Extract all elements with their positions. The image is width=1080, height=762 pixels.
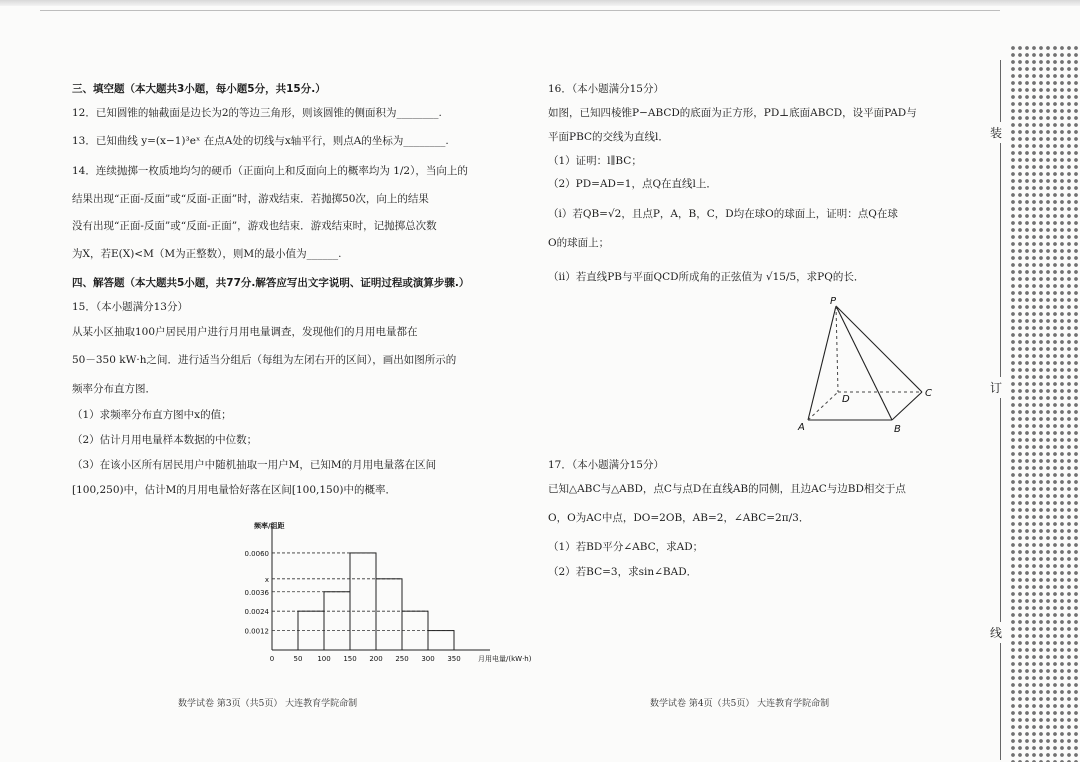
y-tick-label: x xyxy=(264,575,269,584)
binding-char-ding: 订 xyxy=(990,377,1002,398)
question-12: 12．已知圆锥的轴截面是边长为2的等边三角形，则该圆锥的侧面积为________. xyxy=(72,107,442,119)
question-17-part2: （2）若BC=3，求sin∠BAD． xyxy=(548,566,698,578)
question-14-line4: 为X，若E(X)<M（M为正整数），则M的最小值为______. xyxy=(72,248,342,260)
question-16-part-ii: （ii）若直线PB与平面QCD所成角的正弦值为 √15/5，求PQ的长． xyxy=(548,271,865,283)
edge-AD xyxy=(808,392,838,420)
question-15-part3-line2: [100,250)中，估计M的月用电量恰好落在区间[100,150)中的概率． xyxy=(72,484,396,496)
question-16-part-i-line1: （i）若QB=√2，且点P，A，B，C，D均在球O的球面上，证明：点Q在球 xyxy=(548,208,898,220)
scan-top-edge xyxy=(0,0,1080,6)
x-tick-label: 150 xyxy=(343,655,357,663)
question-16-part1: （1）证明：l∥BC； xyxy=(548,155,642,167)
x-tick-label: 200 xyxy=(369,655,383,663)
question-16-part2: （2）PD=AD=1，点Q在直线l上． xyxy=(548,178,717,190)
histogram-bar xyxy=(324,592,350,650)
histogram-bar xyxy=(350,553,376,650)
pyramid-diagram xyxy=(790,292,950,442)
y-axis-label: 频率/组距 xyxy=(254,522,285,530)
binding-pattern xyxy=(1010,45,1080,762)
vertex-D: D xyxy=(842,394,850,405)
histogram-bar xyxy=(298,611,324,650)
vertex-B: B xyxy=(894,424,901,435)
section3-title: 三、填空题（本大题共3小题，每小题5分，共15分.） xyxy=(72,83,326,95)
edge-BC xyxy=(892,392,922,420)
histogram-bar xyxy=(428,631,454,650)
edge-PC xyxy=(836,306,922,392)
vertex-C: C xyxy=(925,388,932,399)
question-17-score: 17．（本小题满分15分） xyxy=(548,459,664,471)
x-tick-label: 300 xyxy=(421,655,435,663)
question-17-part1: （1）若BD平分∠ABC，求AD； xyxy=(548,541,704,553)
question-14-line1: 14．连续抛掷一枚质地均匀的硬币（正面向上和反面向上的概率均为 1/2），当向上的 xyxy=(72,165,468,177)
x-tick-label: 350 xyxy=(447,655,461,663)
question-17-line2: O，O为AC中点，DO=2OB，AB=2，∠ABC=2π/3． xyxy=(548,512,810,524)
question-15-part1: （1）求频率分布直方图中x的值； xyxy=(72,409,232,421)
question-15-part3-line1: （3）在该小区所有居民用户中随机抽取一用户M，已知M的月用电量落在区间 xyxy=(72,459,437,471)
section4-title: 四、解答题（本大题共5小题，共77分.解答应写出文字说明、证明过程或演算步骤.） xyxy=(72,277,470,289)
question-15-line1: 从某小区抽取100户居民用户进行月用电量调查，发现他们的月用电量都在 xyxy=(72,326,418,338)
question-15-part2: （2）估计月用电量样本数据的中位数； xyxy=(72,434,258,446)
edge-PD xyxy=(836,306,838,392)
question-16-part-i-line2: O的球面上； xyxy=(548,237,610,249)
question-16-line2: 平面PBC的交线为直线l． xyxy=(548,131,669,143)
vertex-P: P xyxy=(830,296,837,307)
histogram-bar xyxy=(376,579,402,650)
page4-footer: 数学试卷 第4页（共5页） 大连教育学院命制 xyxy=(650,699,830,709)
question-16-line1: 如图，已知四棱锥P−ABCD的底面为正方形，PD⊥底面ABCD，设平面PAD与 xyxy=(548,107,917,119)
question-17-line1: 已知△ABC与△ABD，点C与点D在直线AB的同侧，且边AC与边BD相交于点 xyxy=(548,483,906,495)
binding-line xyxy=(1000,60,1001,760)
y-tick-label: 0.0036 xyxy=(244,588,269,597)
frequency-histogram xyxy=(240,518,532,668)
edge-PA xyxy=(808,306,836,420)
y-tick-label: 0.0024 xyxy=(244,608,269,617)
question-14-line3: 没有出现“正面-反面”或“反面-正面”，游戏也结束．游戏结束时，记抛掷总次数 xyxy=(72,220,437,232)
question-15-score: 15．（本小题满分13分） xyxy=(72,301,188,313)
page3-footer: 数学试卷 第3页（共5页） 大连教育学院命制 xyxy=(178,699,358,709)
binding-char-zhuang: 装 xyxy=(990,122,1002,143)
x-tick-label: 100 xyxy=(317,655,331,663)
question-14-line2: 结果出现“正面-反面”或“反面-正面”时，游戏结束．若抛掷50次，向上的结果 xyxy=(72,193,429,205)
question-13: 13．已知曲线 y=(x−1)³eˣ 在点A处的切线与x轴平行，则点A的坐标为________. xyxy=(72,135,449,147)
question-15-line2: 50－350 kW·h之间．进行适当分组后（每组为左闭右开的区间），画出如图所示的 xyxy=(72,354,457,366)
question-16-score: 16．（本小题满分15分） xyxy=(548,83,664,95)
x-tick-label: 250 xyxy=(395,655,409,663)
x-tick-label: 50 xyxy=(293,655,303,663)
question-15-line3: 频率分布直方图． xyxy=(72,383,156,395)
y-tick-label: 0.0060 xyxy=(244,549,269,558)
vertex-A: A xyxy=(798,422,805,433)
x-axis-label: 月用电量/(kW·h) xyxy=(478,655,532,663)
binding-char-xian: 线 xyxy=(990,622,1002,643)
scan-top-rule xyxy=(40,10,1000,11)
y-tick-label: 0.0012 xyxy=(244,627,269,636)
x-tick-label: 0 xyxy=(269,655,275,663)
